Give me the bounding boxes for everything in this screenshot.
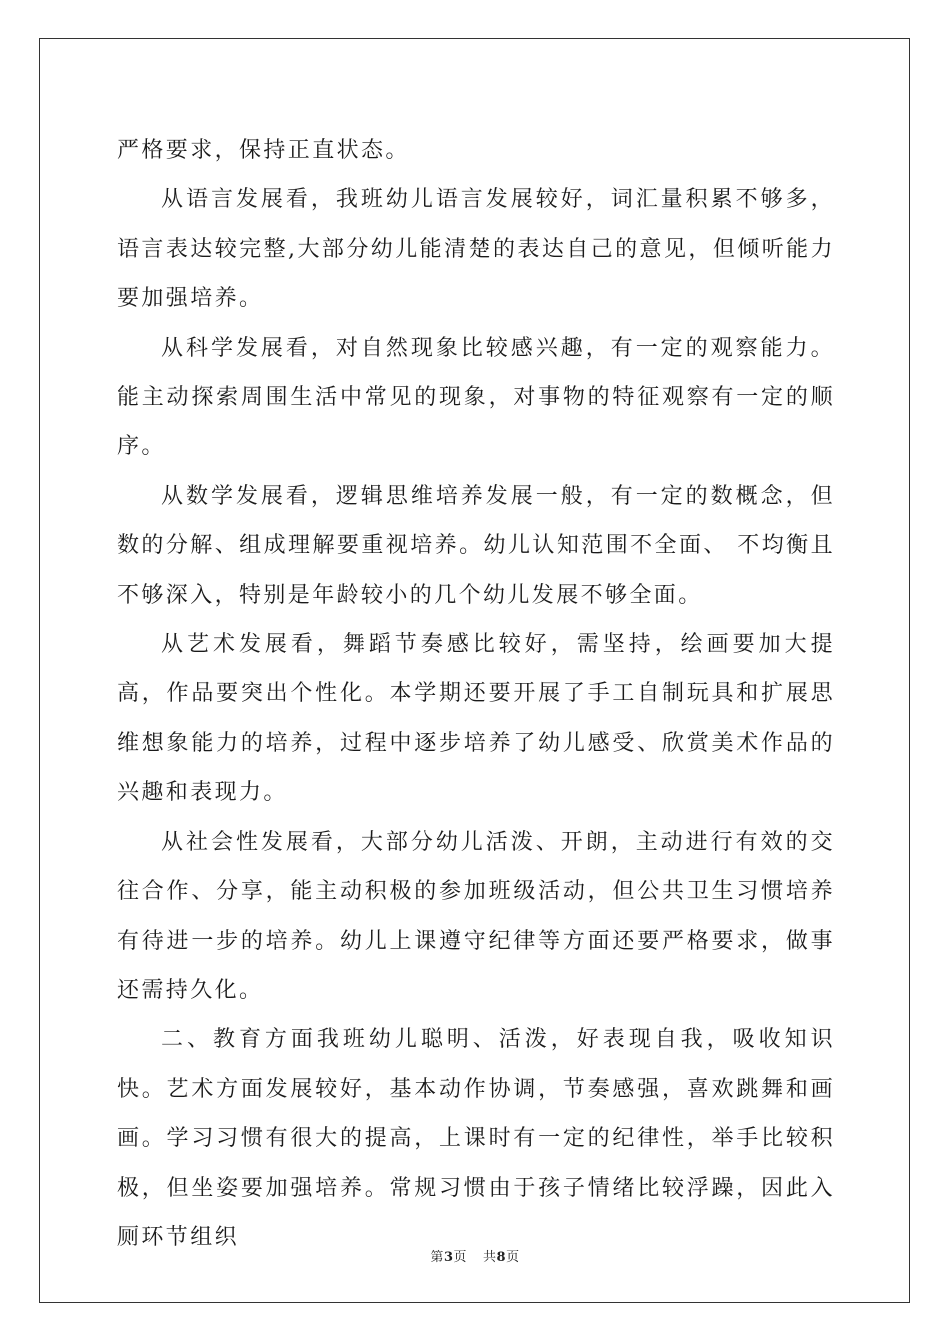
paragraph: 二、教育方面我班幼儿聪明、活泼，好表现自我，吸收知识快。艺术方面发展较好，基本动作协调，节奏感强，喜欢跳舞和画画。学习习惯有很大的提高，上课时有一定的纪律性，举手比较积极，但坐姿要加强培养。常规习惯由于孩子情绪比较浮躁，因此入厕环节组织 <box>117 1027 835 1250</box>
document-body <box>117 126 835 1262</box>
paragraph: 从数学发展看，逻辑思维培养发展一般，有一定的数概念，但数的分解、组成理解要重视培养。幼儿认知范围不全面、 不均衡且不够深入，特别是年龄较小的几个幼儿发展不够全面。 <box>117 483 835 608</box>
page-number: 3 <box>443 1250 454 1265</box>
page-prefix: 第 <box>430 1250 444 1265</box>
page-footer <box>0 1246 950 1265</box>
paragraph: 从艺术发展看，舞蹈节奏感比较好，需坚持，绘画要加大提高，作品要突出个性化。本学期还要开展了手工自制玩具和扩展思维想象能力的培养，过程中逐步培养了幼儿感受、欣赏美术作品的兴趣和表现力。 <box>117 632 835 806</box>
page-suffix: 页 <box>453 1250 467 1265</box>
total-prefix: 共 <box>483 1250 497 1265</box>
total-suffix: 页 <box>506 1250 520 1265</box>
paragraph: 从语言发展看，我班幼儿语言发展较好，词汇量积累不够多，语言表达较完整,大部分幼儿能清楚的表达自己的意见，但倾听能力要加强培养。 <box>117 187 835 312</box>
total-pages: 8 <box>496 1250 507 1265</box>
paragraph: 严格要求，保持正直状态。 <box>117 138 410 163</box>
paragraph: 从社会性发展看，大部分幼儿活泼、开朗，主动进行有效的交往合作、分享，能主动积极的参加班级活动，但公共卫生习惯培养有待进一步的培养。幼儿上课遵守纪律等方面还要严格要求，做事还需持久化。 <box>117 829 835 1003</box>
paragraph: 从科学发展看，对自然现象比较感兴趣，有一定的观察能力。能主动探索周围生活中常见的现象，对事物的特征观察有一定的顺序。 <box>117 335 835 460</box>
